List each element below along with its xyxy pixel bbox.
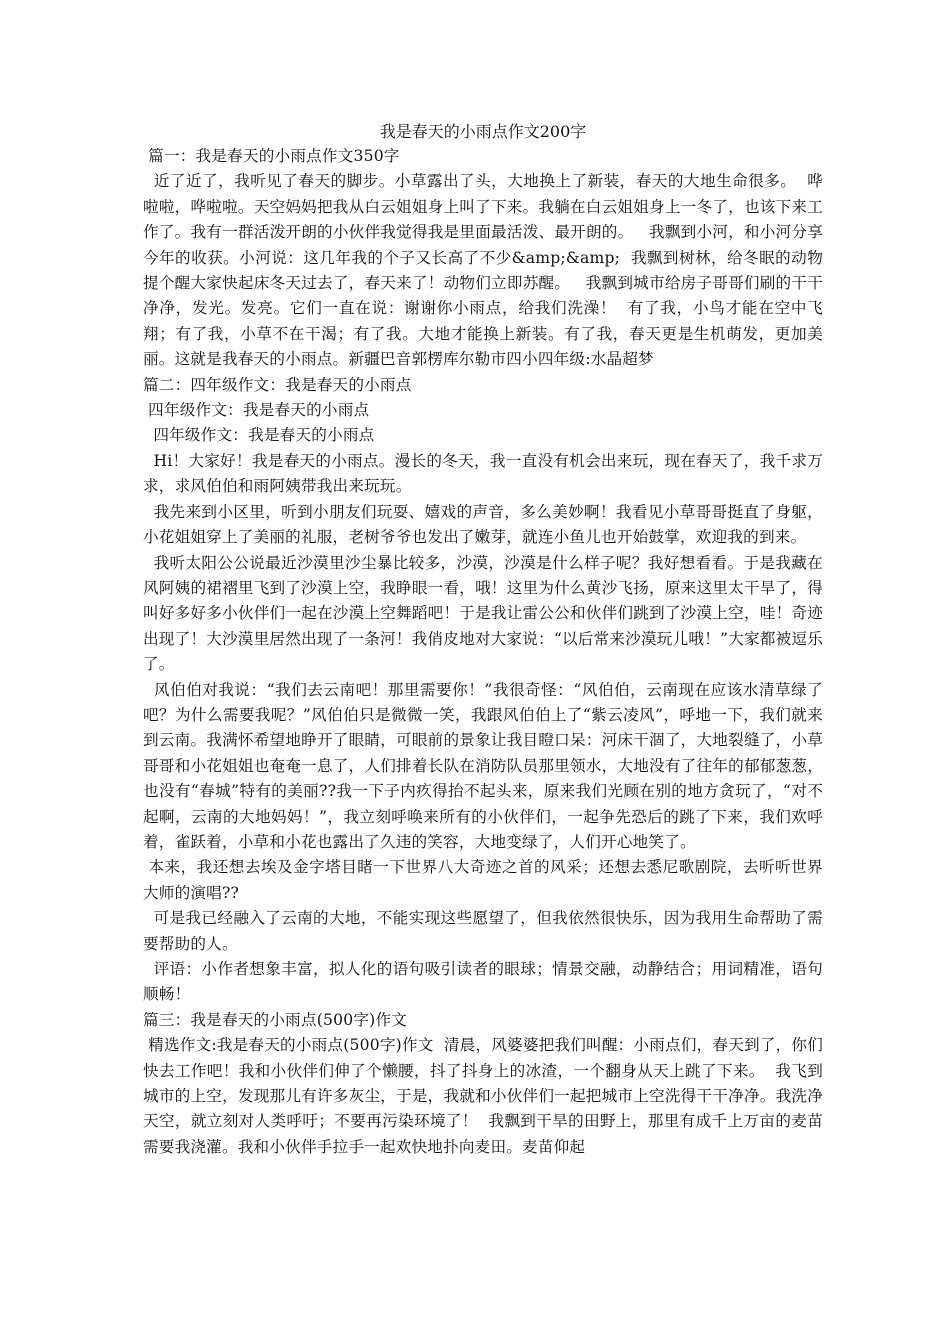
subheading: 四年级作文：我是春天的小雨点 (143, 426, 375, 445)
paragraph: 精选作文:我是春天的小雨点(500字)作文 清晨，风婆婆把我们叫醒：小雨点们，春天到了，你们快去工作吧！我和小伙伴们伸了个懒腰，抖了抖身上的冰渣，一个翻身从天上跳了下来。 我飞到城市的上空，发现那儿有许多灰尘，于是，我就和小伙伴们一起把城市上空洗得干干净净。我洗净天空，就立刻对人类呼吁；不要再污染环境了！ 我飘到干旱的田野上，那里有成千上万亩的麦苗需要我浇灌。我和小伙伴手拉手一起欢快地扑向麦田。麦苗仰起 (143, 1036, 823, 1156)
document-title: 我是春天的小雨点作文200字 (379, 122, 587, 141)
paragraph: 我先来到小区里，听到小朋友们玩耍、嬉戏的声音，多么美妙啊！我看见小草哥哥挺直了身躯，小花姐姐穿上了美丽的礼服，老树爷爷也发出了嫩芽，就连小鱼儿也开始鼓掌，欢迎我的到来。 (143, 502, 823, 547)
section-heading-3: 篇三：我是春天的小雨点(500字)作文 (143, 1010, 408, 1029)
paragraph: 可是我已经融入了云南的大地，不能实现这些愿望了，但我依然很快乐，因为我用生命帮助了需要帮助的人。 (143, 909, 823, 953)
section-heading-2: 篇二：四年级作文：我是春天的小雨点 (143, 375, 412, 394)
subheading: 四年级作文：我是春天的小雨点 (143, 401, 370, 420)
paragraph: 本来，我还想去埃及金字塔目睹一下世界八大奇迹之首的风采；还想去悉尼歌剧院，去听听世界大师的演唱?? (143, 858, 823, 902)
paragraph: 风伯伯对我说：“我们去云南吧！那里需要你！”我很奇怪：“风伯伯，云南现在应该水清草绿了吧？为什么需要我呢？”风伯伯只是微微一笑，我跟风伯伯上了“紫云凌风”，呼地一下，我们就来到云南。我满怀希望地睁开了眼睛，可眼前的景象让我目瞪口呆：河床干涸了，大地裂缝了，小草哥哥和小花姐姐也奄奄一息了，人们排着长队在消防队员那里领水，大地没有了往年的郁郁葱葱，也没有“春城”特有的美丽??我一下子内疚得抬不起头来，原来我们光顾在别的地方贪玩了，“对不起啊，云南的大地妈妈！”，我立刻呼唤来所有的小伙伴们，一起争先恐后的跳了下来，我们欢呼着，雀跃着，小草和小花也露出了久违的笑容，大地变绿了，人们开心地笑了。 (143, 680, 823, 851)
comment-paragraph: 评语：小作者想象丰富，拟人化的语句吸引读者的眼球；情景交融，动静结合；用词精准，语句顺畅！ (143, 960, 823, 1004)
document-page (143, 119, 823, 1160)
paragraph: Hi！大家好！我是春天的小雨点。漫长的冬天，我一直没有机会出来玩，现在春天了，我千求万求，求风伯伯和雨阿姨带我出来玩玩。 (143, 451, 823, 496)
paragraph: 近了近了，我听见了春天的脚步。小草露出了头，大地换上了新装，春天的大地生命很多。 哗啦啦，哗啦啦。天空妈妈把我从白云姐姐身上叫了下来。我躺在白云姐姐身上一冬了，也该下来工作了。我有一群活泼开朗的小伙伴我觉得我是里面最活泼、最开朗的。 我飘到小河，和小河分享今年的收获。小河说：这几年我的个子又长高了不少&amp;&amp; 我飘到树林，给冬眠的动物提个醒大家快起床冬天过去了，春天来了！动物们立即苏醒。 我飘到城市给房子哥哥们刷的干干净净，发光。发亮。它们一直在说：谢谢你小雨点，给我们洗澡！ 有了我，小鸟才能在空中飞翔；有了我，小草不在干渴；有了我。大地才能换上新装。有了我，春天更是生机萌发，更加美丽。这就是我春天的小雨点。新疆巴音郭楞库尔勒市四小四年级:水晶超梦 (143, 172, 823, 369)
paragraph: 我听太阳公公说最近沙漠里沙尘暴比较多，沙漠，沙漠是什么样子呢？我好想看看。于是我藏在风阿姨的裙褶里飞到了沙漠上空，我睁眼一看，哦！这里为什么黄沙飞扬，原来这里太干旱了，得叫好多好多小伙伴们一起在沙漠上空舞蹈吧！于是我让雷公公和伙伴们跳到了沙漠上空，哇！奇迹出现了！大沙漠里居然出现了一条河！我俏皮地对大家说：“以后常来沙漠玩儿哦！”大家都被逗乐了。 (143, 553, 823, 674)
section-heading-1: 篇一：我是春天的小雨点作文350字 (143, 147, 400, 165)
